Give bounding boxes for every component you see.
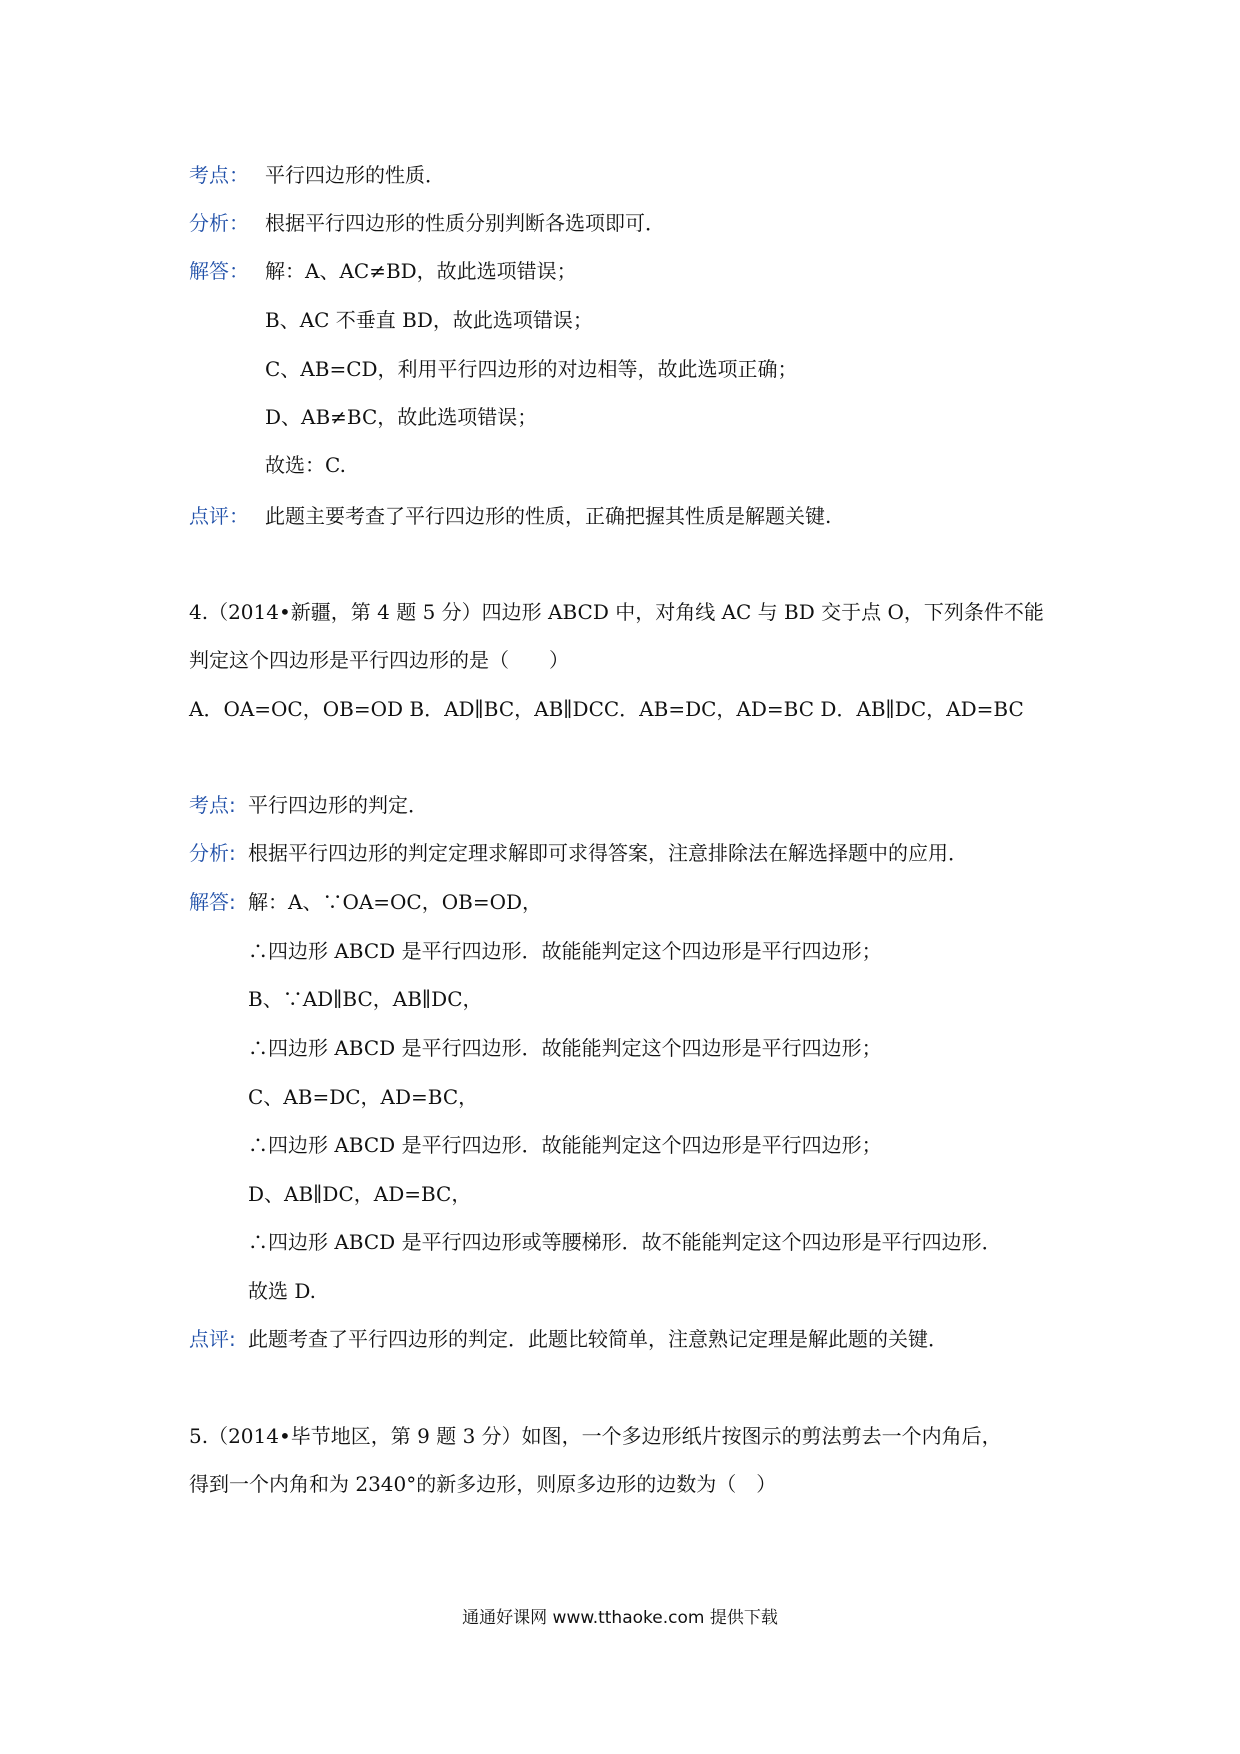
dianping-label-2: 点评:: [189, 1327, 236, 1351]
question4-stem-line1: 4.（2014•新疆，第 4 题 5 分）四边形 ABCD 中，对角线 AC 与 BD 交于点 O，下列条件不能: [189, 600, 1044, 624]
dianping-text-2: 此题考查了平行四边形的判定．此题比较简单，注意熟记定理是解此题的关键．: [248, 1327, 948, 1351]
fenxi-label-2: 分析:: [189, 841, 236, 865]
kaodian-label-2: 考点:: [189, 793, 236, 817]
jieda-label-1: 解答：: [189, 259, 249, 283]
jieda-line-2-4: ∴四边形 ABCD 是平行四边形．故能能判定这个四边形是平行四边形；: [248, 1133, 882, 1157]
jieda-line-1-3: D、AB≠BC，故此选项错误；: [265, 405, 538, 429]
question5-stem-line2: 得到一个内角和为 2340°的新多边形，则原多边形的边数为（ ）: [189, 1472, 777, 1496]
jieda-line-2-0: ∴四边形 ABCD 是平行四边形．故能能判定这个四边形是平行四边形；: [248, 939, 882, 963]
fenxi-label-1: 分析：: [189, 211, 249, 235]
fenxi-text-2: 根据平行四边形的判定定理求解即可求得答案，注意排除法在解选择题中的应用．: [248, 841, 968, 865]
jieda-first-2: 解：A、∵OA=OC，OB=OD，: [248, 890, 543, 914]
jieda-line-1-2: C、AB=CD，利用平行四边形的对边相等，故此选项正确；: [265, 357, 798, 381]
jieda-line-1-0: 解：A、AC≠BD，故此选项错误；: [265, 259, 577, 283]
jieda-label-2: 解答:: [189, 890, 236, 914]
question4-options: A．OA=OC，OB=OD B．AD∥BC，AB∥DCC．AB=DC，AD=BC D．AB∥DC，AD=BC: [189, 697, 1024, 721]
kaodian-text-2: 平行四边形的判定．: [248, 793, 428, 817]
jieda-line-2-3: C、AB=DC，AD=BC，: [248, 1085, 479, 1109]
page-footer: 通通好课网 www.tthaoke.com 提供下载: [462, 1608, 778, 1628]
kaodian-label-1: 考点：: [189, 163, 249, 187]
jieda-line-2-6: ∴四边形 ABCD 是平行四边形或等腰梯形．故不能能判定这个四边形是平行四边形．: [248, 1230, 1002, 1254]
jieda-line-2-2: ∴四边形 ABCD 是平行四边形．故能能判定这个四边形是平行四边形；: [248, 1036, 882, 1060]
jieda-line-2-1: B、∵AD∥BC，AB∥DC，: [248, 987, 483, 1011]
dianping-label-1: 点评：: [189, 504, 249, 528]
fenxi-text-1: 根据平行四边形的性质分别判断各选项即可．: [265, 211, 665, 235]
question5-stem-line1: 5.（2014•毕节地区，第 9 题 3 分）如图，一个多边形纸片按图示的剪法剪去一个内角后，: [189, 1424, 1002, 1448]
dianping-text-1: 此题主要考查了平行四边形的性质，正确把握其性质是解题关键.: [265, 504, 832, 528]
jieda-line-2-5: D、AB∥DC，AD=BC，: [248, 1182, 472, 1206]
kaodian-text-1: 平行四边形的性质．: [265, 163, 445, 187]
question4-stem-line2: 判定这个四边形是平行四边形的是（ ）: [189, 648, 569, 672]
jieda-line-1-4: 故选：C.: [265, 453, 346, 477]
jieda-line-2-7: 故选 D.: [248, 1279, 317, 1303]
jieda-line-1-1: B、AC 不垂直 BD，故此选项错误；: [265, 308, 593, 332]
